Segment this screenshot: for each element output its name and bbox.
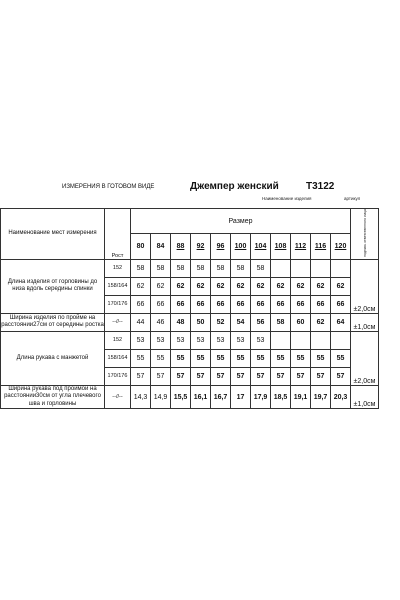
value-cell: 62	[151, 277, 171, 295]
value-cell: 62	[171, 277, 191, 295]
header-row	[1, 209, 379, 234]
value-cell: 66	[131, 295, 151, 313]
rost-cell: --//--	[105, 385, 131, 409]
value-cell: 55	[311, 349, 331, 367]
value-cell: 60	[291, 313, 311, 331]
value-cell: 66	[251, 295, 271, 313]
rost-cell: 152	[105, 331, 131, 349]
size-cell: 96	[211, 234, 231, 259]
product-name-label: Наименование изделия	[262, 196, 312, 201]
measure-label: ИЗМЕРЕНИЯ В ГОТОВОМ ВИДЕ	[62, 184, 155, 190]
header-size: Размер	[131, 209, 351, 234]
tolerance: ±2,0см	[351, 331, 379, 385]
value-cell: 66	[311, 295, 331, 313]
rost-cell: --//--	[105, 313, 131, 331]
tolerance: ±2,0см	[351, 259, 379, 313]
rost-cell: 158/164	[105, 277, 131, 295]
table-row	[1, 331, 379, 349]
value-cell: 17,9	[251, 385, 271, 409]
value-cell: 66	[291, 295, 311, 313]
value-cell	[331, 331, 351, 349]
value-cell: 57	[311, 367, 331, 385]
value-cell: 64	[331, 313, 351, 331]
measurement-table	[0, 208, 379, 409]
value-cell: 56	[251, 313, 271, 331]
value-cell	[271, 259, 291, 277]
value-cell	[311, 331, 331, 349]
value-cell: 50	[191, 313, 211, 331]
value-cell: 58	[191, 259, 211, 277]
measure-name: Ширина изделия по пройме на расстоянии27см от середины ростка	[1, 313, 105, 331]
value-cell: 52	[211, 313, 231, 331]
value-cell: 55	[291, 349, 311, 367]
value-cell: 57	[191, 367, 211, 385]
value-cell: 62	[251, 277, 271, 295]
value-cell: 62	[231, 277, 251, 295]
value-cell: 53	[171, 331, 191, 349]
value-cell: 44	[131, 313, 151, 331]
value-cell: 58	[151, 259, 171, 277]
value-cell: 55	[191, 349, 211, 367]
value-cell: 57	[131, 367, 151, 385]
product-title: Джемпер женский	[190, 181, 279, 192]
value-cell: 58	[251, 259, 271, 277]
value-cell: 66	[211, 295, 231, 313]
value-cell: 55	[271, 349, 291, 367]
value-cell: 19,1	[291, 385, 311, 409]
size-cell: 116	[311, 234, 331, 259]
rost-cell: 158/164	[105, 349, 131, 367]
value-cell: 58	[271, 313, 291, 331]
value-cell: 66	[231, 295, 251, 313]
tolerance: ±1,0см	[351, 385, 379, 409]
value-cell	[331, 259, 351, 277]
value-cell: 62	[311, 277, 331, 295]
size-cell: 104	[251, 234, 271, 259]
value-cell: 57	[331, 367, 351, 385]
size-cell: 88	[171, 234, 191, 259]
value-cell: 57	[251, 367, 271, 385]
value-cell: 53	[191, 331, 211, 349]
measurement-sheet	[0, 180, 400, 412]
value-cell: 53	[211, 331, 231, 349]
table-row	[1, 313, 379, 331]
rost-cell: 170/176	[105, 367, 131, 385]
size-cell: 112	[291, 234, 311, 259]
value-cell: 62	[291, 277, 311, 295]
size-cell: 84	[151, 234, 171, 259]
value-cell: 57	[171, 367, 191, 385]
value-cell: 14,3	[131, 385, 151, 409]
value-cell: 17	[231, 385, 251, 409]
value-cell: 20,3	[331, 385, 351, 409]
value-cell: 57	[271, 367, 291, 385]
value-cell: 15,5	[171, 385, 191, 409]
size-cell: 80	[131, 234, 151, 259]
value-cell: 66	[191, 295, 211, 313]
value-cell: 53	[251, 331, 271, 349]
value-cell: 62	[191, 277, 211, 295]
value-cell: 66	[171, 295, 191, 313]
measure-name: Длина изделия от горловины до низа вдоль середины спинки	[1, 259, 105, 313]
value-cell: 62	[311, 313, 331, 331]
value-cell	[271, 331, 291, 349]
table-row	[1, 259, 379, 277]
value-cell: 58	[171, 259, 191, 277]
value-cell: 66	[151, 295, 171, 313]
value-cell: 57	[231, 367, 251, 385]
value-cell: 62	[131, 277, 151, 295]
value-cell: 54	[231, 313, 251, 331]
value-cell: 18,5	[271, 385, 291, 409]
rost-cell: 152	[105, 259, 131, 277]
value-cell: 55	[251, 349, 271, 367]
value-cell: 57	[151, 367, 171, 385]
size-cell: 92	[191, 234, 211, 259]
value-cell: 19,7	[311, 385, 331, 409]
value-cell: 55	[331, 349, 351, 367]
value-cell: 55	[131, 349, 151, 367]
value-cell	[291, 331, 311, 349]
value-cell: 57	[291, 367, 311, 385]
rost-cell: 170/176	[105, 295, 131, 313]
value-cell: 58	[211, 259, 231, 277]
value-cell: 46	[151, 313, 171, 331]
header-rost: Рост	[105, 209, 131, 260]
value-cell: 14,9	[151, 385, 171, 409]
value-cell: 53	[131, 331, 151, 349]
value-cell: 62	[211, 277, 231, 295]
size-cell: 120	[331, 234, 351, 259]
value-cell: 55	[211, 349, 231, 367]
value-cell: 62	[331, 277, 351, 295]
value-cell: 16,7	[211, 385, 231, 409]
measure-name: Длина рукава с манжетой	[1, 331, 105, 385]
value-cell: 58	[131, 259, 151, 277]
measure-name: Ширина рукава под проймой на расстоянии30см от угла плечевого шва и горловины	[1, 385, 105, 409]
header-name: Наименование мест измерения	[1, 209, 105, 260]
value-cell: 55	[151, 349, 171, 367]
value-cell: 62	[271, 277, 291, 295]
value-cell	[291, 259, 311, 277]
value-cell: 16,1	[191, 385, 211, 409]
value-cell: 57	[211, 367, 231, 385]
value-cell: 53	[231, 331, 251, 349]
article-label: артикул	[344, 196, 361, 201]
value-cell: 55	[231, 349, 251, 367]
header-corner	[351, 209, 379, 260]
value-cell: 55	[171, 349, 191, 367]
value-cell: 53	[151, 331, 171, 349]
value-cell: 48	[171, 313, 191, 331]
size-cell: 100	[231, 234, 251, 259]
size-cell: 108	[271, 234, 291, 259]
value-cell	[311, 259, 331, 277]
corner-note: подпись ответственного лица	[362, 209, 367, 257]
value-cell: 58	[231, 259, 251, 277]
tolerance: ±1,0см	[351, 313, 379, 331]
article-code: Т3122	[306, 181, 335, 192]
value-cell: 66	[331, 295, 351, 313]
value-cell: 66	[271, 295, 291, 313]
table-row	[1, 385, 379, 409]
